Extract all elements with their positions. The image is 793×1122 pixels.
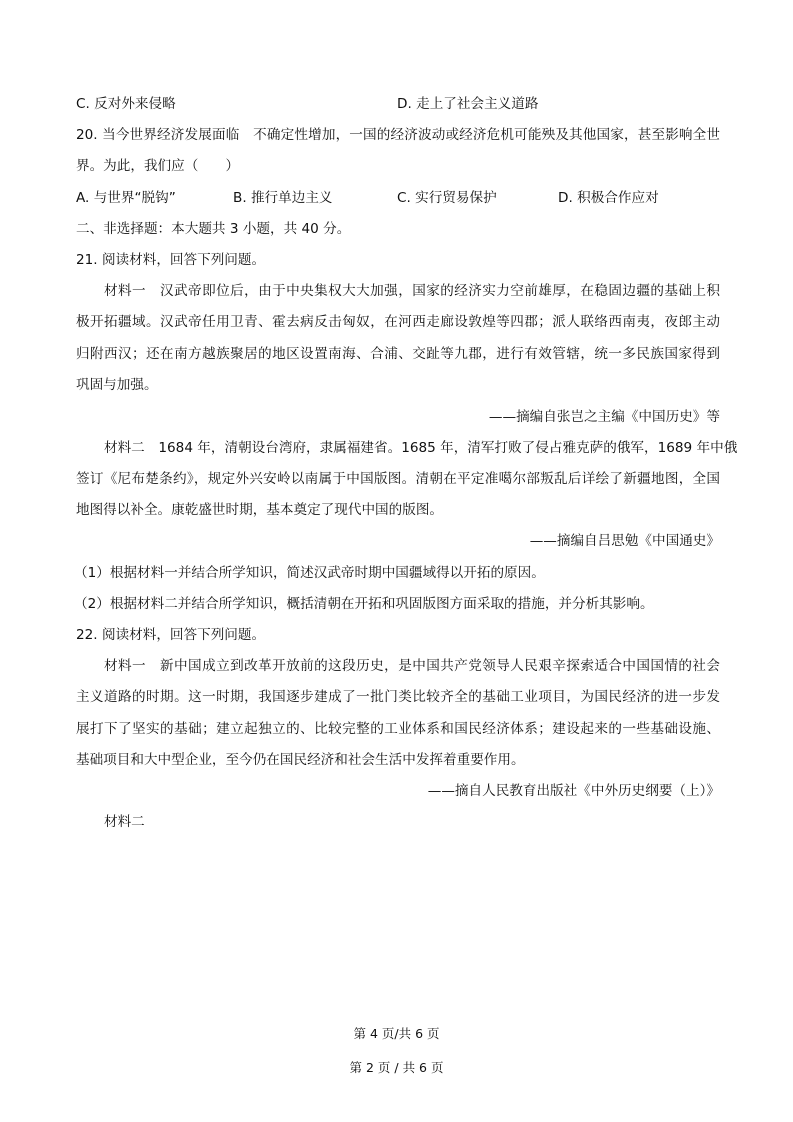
outer-page-number: 第 2 页 / 共 6 页	[349, 1060, 444, 1075]
q20-stem-line: 20. 当今世界经济发展面临 不确定性增加，一国的经济波动或经济危机可能殃及其他国家，甚至影响全世	[76, 127, 720, 143]
q21-material2-line: 材料二 1684 年，清朝设台湾府，隶属福建省。1685 年，清军打败了侵占雅克萨的俄军，1689 年中俄	[104, 440, 738, 456]
q21-subquestion-2: （2）根据材料二并结合所学知识，概括清朝在开拓和巩固版图方面采取的措施，并分析其影响。	[74, 596, 654, 612]
q20-stem-line: 界。为此，我们应（ ）	[76, 158, 240, 174]
q21-source1: ——摘编自张岂之主编《中国历史》等	[488, 409, 720, 425]
q20-option-c: C. 实行贸易保护	[397, 190, 497, 206]
q21-material2-line: 地图得以补全。康乾盛世时期，基本奠定了现代中国的版图。	[76, 502, 444, 518]
q19-option-c: C. 反对外来侵略	[76, 96, 176, 112]
q22-material1-line: 基础项目和大中型企业，至今仍在国民经济和社会生活中发挥着重要作用。	[76, 752, 525, 768]
q21-material1-line: 归附西汉；还在南方越族聚居的地区设置南海、合浦、交趾等九郡，进行有效管辖，统一多民族国家得到	[76, 346, 720, 362]
q20-option-d: D. 积极合作应对	[558, 190, 659, 206]
q22-material1-line: 主义道路的时期。这一时期，我国逐步建成了一批门类比较齐全的基础工业项目，为国民经济的进一步发	[76, 689, 720, 705]
q21-title: 21. 阅读材料，回答下列问题。	[76, 252, 266, 268]
q22-material1-line: 材料一 新中国成立到改革开放前的这段历史，是中国共产党领导人民艰辛探索适合中国国情的社会	[104, 658, 720, 674]
q21-material1-line: 巩固与加强。	[76, 377, 158, 393]
q22-source1: ——摘自人民教育出版社《中外历史纲要（上）》	[427, 783, 720, 799]
q19-option-d: D. 走上了社会主义道路	[397, 96, 539, 112]
q21-material1-line: 材料一 汉武帝即位后，由于中央集权大大加强，国家的经济实力空前雄厚，在稳固边疆的基础上积	[104, 283, 720, 299]
section-heading: 二、非选择题：本大题共 3 小题，共 40 分。	[76, 221, 351, 237]
q21-subquestion-1: （1）根据材料一并结合所学知识，简述汉武帝时期中国疆域得以开拓的原因。	[74, 565, 545, 581]
q21-source2: ——摘编自吕思勉《中国通史》	[529, 533, 720, 549]
inner-page-number: 第 4 页/共 6 页	[353, 1026, 440, 1041]
q21-material2-line: 签订《尼布楚条约》，规定外兴安岭以南属于中国版图。清朝在平定准噶尔部叛乱后详绘了新疆地图，全国	[76, 471, 720, 487]
q21-material1-line: 极开拓疆域。汉武帝任用卫青、霍去病反击匈奴，在河西走廊设敦煌等四郡；派人联络西南夷，夜郎主动	[76, 314, 720, 330]
q20-option-b: B. 推行单边主义	[233, 190, 333, 206]
q22-title: 22. 阅读材料，回答下列问题。	[76, 627, 266, 643]
q22-material1-line: 展打下了坚实的基础；建立起独立的、比较完整的工业体系和国民经济体系；建设起来的一些基础设施、	[76, 721, 720, 737]
q20-option-a: A. 与世界“脱钩”	[76, 190, 176, 206]
q22-material2-label: 材料二	[104, 814, 145, 830]
